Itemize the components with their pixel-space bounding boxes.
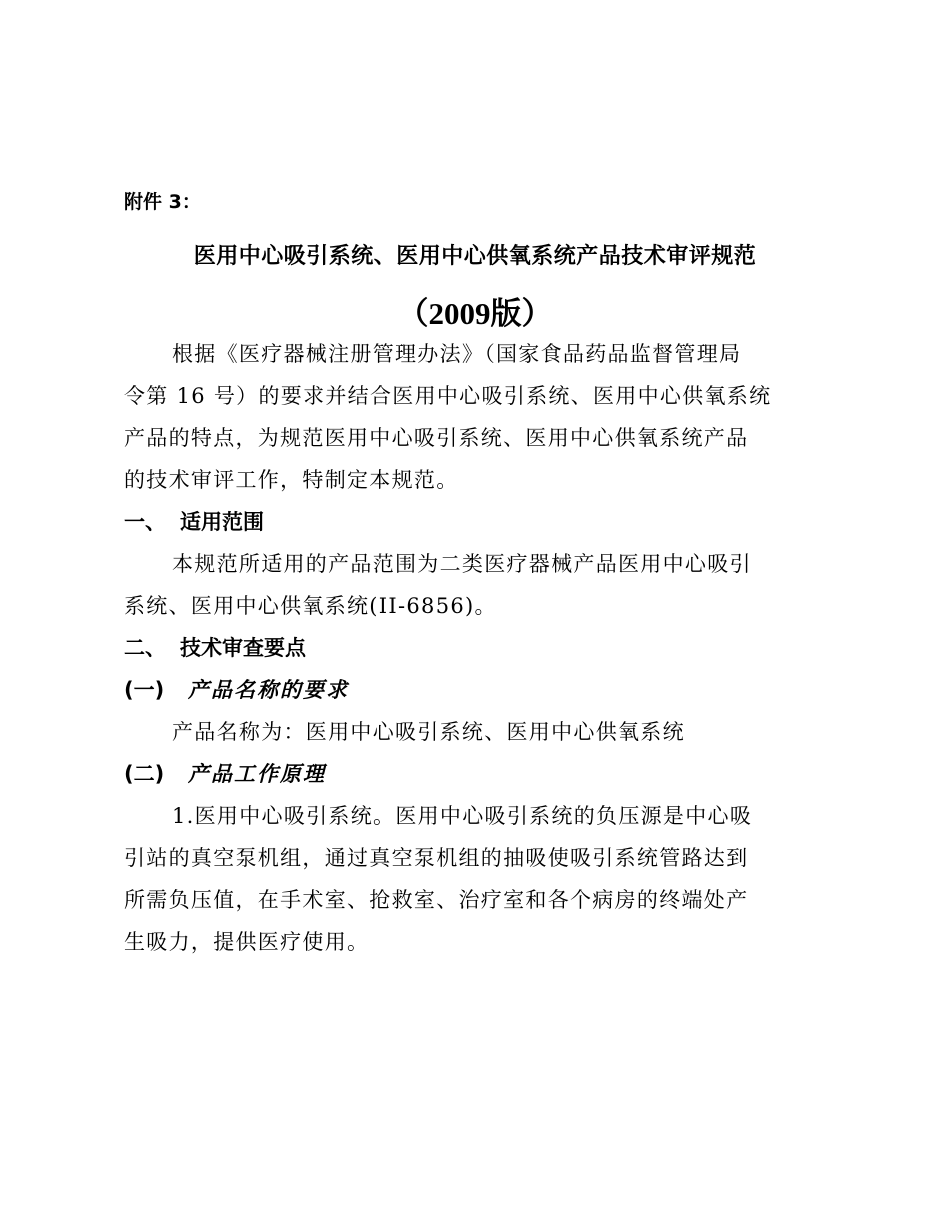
document-version: （2009版） <box>397 296 553 331</box>
subsection-2-number: (二) <box>124 762 165 786</box>
annex-label: 附件 3： <box>124 191 201 213</box>
intro-paragraph <box>124 333 834 501</box>
intro-line: 令第 16 号）的要求并结合医用中心吸引系统、医用中心供氧系统 <box>124 384 772 408</box>
intro-line: 的技术审评工作，特制定本规范。 <box>124 468 459 492</box>
section-1-number: 一、 <box>124 510 166 534</box>
section-2-number: 二、 <box>124 636 166 660</box>
subsection-2-line: 引站的真空泵机组，通过真空泵机组的抽吸使吸引系统管路达到 <box>124 846 749 870</box>
subsection-2-paragraph <box>124 795 834 963</box>
section-1-line: 本规范所适用的产品范围为二类医疗器械产品医用中心吸引 <box>172 552 752 576</box>
intro-line: 根据《医疗器械注册管理办法》（国家食品药品监督管理局 <box>172 342 742 366</box>
subsection-1-paragraph <box>124 711 834 753</box>
subsection-1-title: 产品名称的要求 <box>188 678 349 702</box>
subsection-1-heading <box>124 669 349 711</box>
section-2-title: 技术审查要点 <box>180 636 306 660</box>
document-title: 医用中心吸引系统、医用中心供氧系统产品技术审评规范 <box>193 244 757 269</box>
section-1-paragraph <box>124 543 834 627</box>
subsection-2-line: 所需负压值，在手术室、抢救室、治疗室和各个病房的终端处产 <box>124 888 749 912</box>
section-1-title: 适用范围 <box>180 510 264 534</box>
subsection-2-line: 1.医用中心吸引系统。医用中心吸引系统的负压源是中心吸 <box>172 804 753 828</box>
subsection-2-heading <box>124 753 326 795</box>
section-1-heading <box>124 501 264 543</box>
subsection-2-title: 产品工作原理 <box>188 762 326 786</box>
subsection-1-line: 产品名称为：医用中心吸引系统、医用中心供氧系统 <box>172 720 685 744</box>
intro-line: 产品的特点，为规范医用中心吸引系统、医用中心供氧系统产品 <box>124 426 749 450</box>
subsection-2-line: 生吸力，提供医疗使用。 <box>124 930 370 954</box>
section-1-line: 系统、医用中心供氧系统(II-6856)。 <box>124 594 497 618</box>
subsection-1-number: (一) <box>124 678 165 702</box>
section-2-heading <box>124 627 306 669</box>
